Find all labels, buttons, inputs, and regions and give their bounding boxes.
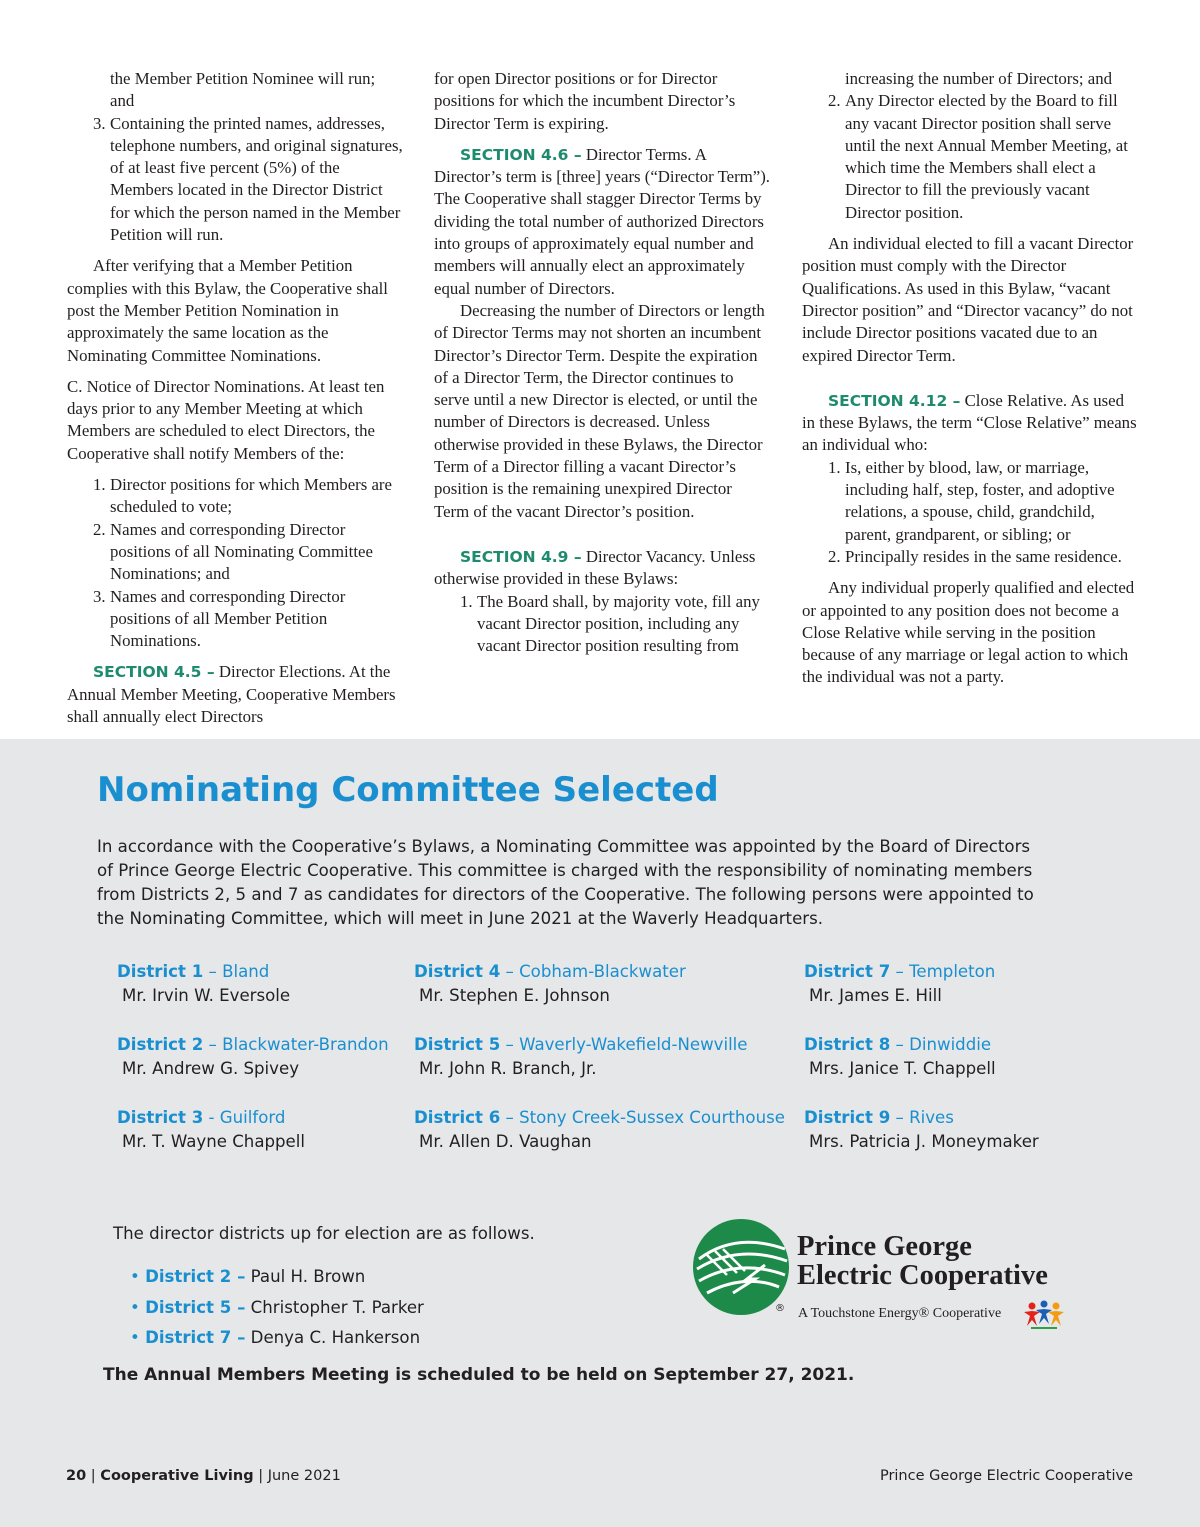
touchstone-energy-icon [1021, 1298, 1067, 1330]
election-item: • District 5 – Christopher T. Parker [130, 1297, 424, 1317]
district-name: District 5 – Waverly-Wakefield-Newville [414, 1035, 748, 1054]
list-item: 2. Names and corresponding Director positions of all Nominating Committee Nominations; and [93, 519, 373, 584]
district-entry [414, 1106, 785, 1154]
paragraph: Any individual properly qualified and elected or appointed to any position does not become a Close Relative while serving in the position because of any marriage or legal action to which the individual was not a party. [802, 578, 1135, 687]
section-heading: SECTION 4.6 – [460, 145, 582, 164]
district-entry [414, 1033, 748, 1081]
district-entry [804, 960, 995, 1008]
vacancy-list-continued [802, 68, 1138, 224]
notice-list [67, 474, 403, 652]
magazine-name: Cooperative Living [100, 1468, 254, 1484]
committee-intro: In accordance with the Cooperative’s Bylaws, a Nominating Committee was appointed by the Board of Directors of Prince George Electric Cooperative. This committee is charged with the responsibility of nominating members from Districts 2, 5 and 7 as candidates for directors of the Cooperative. The following persons were appointed to the Nominating Committee, which will meet in June 2021 at the Waverly Headquarters. [97, 837, 1034, 928]
paragraph: An individual elected to fill a vacant Director position must comply with the Director Qualifications. As used in this Bylaw, “vacant Director position” and “Director vacancy” do not include Director positions vacated due to an expired Director Term. [802, 234, 1134, 365]
page-number: 20 [66, 1468, 87, 1484]
district-entry [117, 1106, 305, 1154]
bylaws-column-3 [802, 68, 1138, 698]
district-member: Mr. Allen D. Vaughan [419, 1132, 592, 1151]
election-item: • District 7 – Denya C. Hankerson [130, 1328, 421, 1347]
section-4-6: SECTION 4.6 – Director Terms. A Director’s term is [three] years (“Director Term”). The Cooperative shall stagger Director Terms by dividing the total number of authorized Directors into groups of approximately equal number and members will annually elect an approximately equal number of Directors. [434, 144, 771, 298]
list-item: 3. Containing the printed names, addresses, telephone numbers, and original signatures, of at least five percent (5%) of the Members located in the Director District for which the person named in the Member Petition will run. [93, 113, 403, 245]
vacancy-list [434, 591, 770, 658]
district-member: Mr. T. Wayne Chappell [122, 1132, 305, 1151]
list-item: 1. The Board shall, by majority vote, fill any vacant Director position, including any vacant Director position resulting from [460, 591, 760, 656]
list-item: 1. Director positions for which Members are scheduled to vote; [93, 475, 392, 517]
paragraph: for open Director positions or for Director positions for which the incumbent Director’s Director Term is expiring. [434, 69, 736, 133]
list-item: 3. Names and corresponding Director positions of all Member Petition Nominations. [93, 586, 346, 651]
district-member: Mr. John R. Branch, Jr. [419, 1059, 597, 1078]
list-item: 2. Any Director elected by the Board to fill any vacant Director position shall serve until the next Annual Member Meeting, at which time the Members shall elect a Director to fill the previously vacant Director position. [828, 91, 1128, 222]
cooperative-logo-icon [693, 1219, 789, 1315]
section-heading: SECTION 4.5 – [93, 663, 215, 682]
touchstone-tagline: A Touchstone Energy® Cooperative [798, 1306, 1002, 1321]
district-name: District 2 – Blackwater-Brandon [117, 1035, 389, 1054]
list-item: 2. Principally resides in the same residence. [828, 546, 1122, 566]
district-member: Mrs. Patricia J. Moneymaker [809, 1132, 1039, 1151]
district-name: District 6 – Stony Creek-Sussex Courthouse [414, 1108, 785, 1127]
annual-meeting-notice: The Annual Members Meeting is scheduled to be held on September 27, 2021. [103, 1365, 855, 1385]
district-entry [117, 1033, 389, 1081]
paragraph: Decreasing the number of Directors or length of Director Terms may not shorten an incumbent Director’s Director Term. Despite the expiration of a Director Term, the Director continues to serve until a new Director is elected, or until the number of Directors is decreased. Unless otherwise provided in these Bylaws, the Director Term of a Director filling a vacant Director’s position is the remaining unexpired Director Term of the vacant Director’s position. [434, 300, 765, 521]
section-heading: SECTION 4.12 – [828, 391, 961, 410]
district-name: District 7 – Templeton [804, 962, 996, 981]
registered-mark: ® [775, 1303, 785, 1314]
district-member: Mr. James E. Hill [809, 986, 942, 1005]
district-entry [117, 960, 290, 1008]
election-item: • District 2 – Paul H. Brown [130, 1267, 366, 1286]
district-member: Mr. Irvin W. Eversole [122, 986, 291, 1005]
bylaws-column-2 [434, 68, 770, 666]
paragraph: After verifying that a Member Petition complies with this Bylaw, the Cooperative shall post the Member Petition Nomination in approximately the same location as the Nominating Committee Nominations. [67, 256, 388, 365]
bylaws-column-1 [67, 68, 403, 737]
petition-list [67, 68, 403, 246]
district-member: Mrs. Janice T. Chappell [809, 1059, 996, 1078]
section-heading: SECTION 4.9 – [460, 547, 582, 566]
district-name: District 1 – Bland [117, 962, 270, 981]
section-4-12: SECTION 4.12 – Close Relative. As used in these Bylaws, the term “Close Relative” means an individual who: [802, 390, 1137, 455]
list-item: 1. Is, either by blood, law, or marriage, including half, step, foster, and adoptive relations, a spouse, child, grandchild, parent, grandparent, or sibling; or [828, 457, 1115, 544]
district-name: District 4 – Cobham-Blackwater [414, 962, 686, 981]
section-title: Nominating Committee Selected [97, 770, 719, 810]
section-4-9: SECTION 4.9 – Director Vacancy. Unless otherwise provided in these Bylaws: [434, 546, 756, 589]
district-name: District 8 – Dinwiddie [804, 1035, 992, 1054]
district-entry [414, 960, 686, 1008]
election-intro: The director districts up for election are as follows. [113, 1224, 535, 1243]
section-4-5: SECTION 4.5 – Director Elections. At the Annual Member Meeting, Cooperative Members shall annually elect Directors [67, 662, 396, 727]
list-item: the Member Petition Nominee will run; and [110, 69, 376, 111]
district-member: Mr. Stephen E. Johnson [419, 986, 610, 1005]
cooperative-name: Prince George Electric Cooperative [797, 1231, 1048, 1291]
close-relative-list [802, 457, 1138, 568]
district-name: District 9 – Rives [804, 1108, 954, 1127]
district-name: District 3 - Guilford [117, 1108, 286, 1127]
page-footer-left: 20 | Cooperative Living | June 2021 [66, 1468, 341, 1484]
issue-date: June 2021 [267, 1468, 341, 1484]
district-entry [804, 1033, 996, 1081]
district-entry [804, 1106, 1039, 1154]
page-footer-right: Prince George Electric Cooperative [879, 1468, 1133, 1484]
district-member: Mr. Andrew G. Spivey [122, 1059, 300, 1078]
list-item: increasing the number of Directors; and [845, 69, 1113, 88]
paragraph: C. Notice of Director Nominations. At least ten days prior to any Member Meeting at which Members are scheduled to elect Directors, the Cooperative shall notify Members of the: [67, 376, 385, 463]
election-list [130, 1262, 424, 1354]
